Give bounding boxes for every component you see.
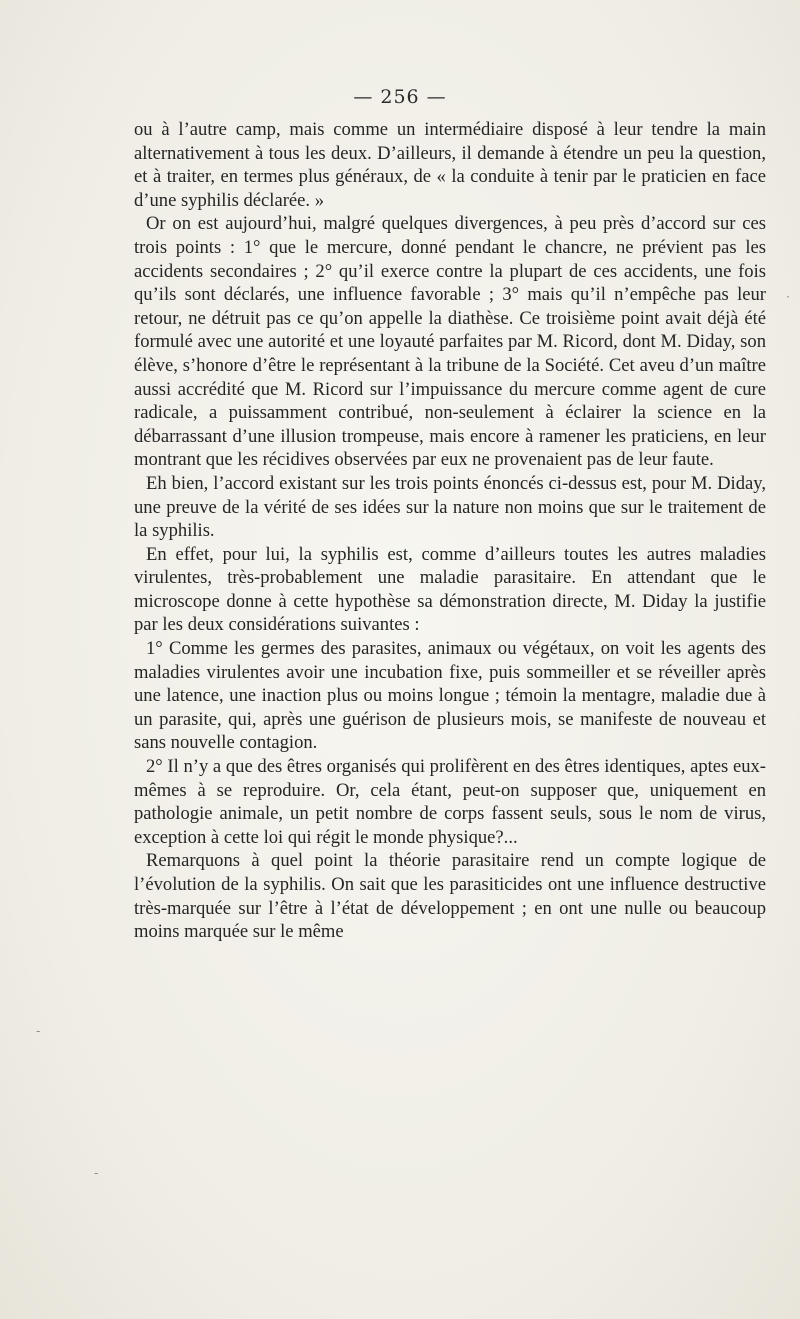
page-number: — 256 — <box>353 86 447 108</box>
paragraph-6: 2° Il n’y a que des êtres organisés qui prolifèrent en des êtres identiques, aptes eux-mêmes à se reproduire. Or, cela étant, peut-on supposer que, uniquement en pathologie animale, un petit nombre de corps fassent seuls, sous le nom de virus, exception à cette loi qui régit le monde physique?... <box>134 756 766 848</box>
scan-speck: - <box>36 1024 41 1038</box>
paragraph-3: Eh bien, l’accord existant sur les trois points énoncés ci-dessus est, pour M. Diday, une preuve de la vérité de ses idées sur la nature non moins que sur le traitement de la syphilis. <box>134 472 766 542</box>
paragraph-2: Or on est aujourd’hui, malgré quelques divergences, à peu près d’accord sur ces trois points : 1° que le mercure, donné pendant le chancre, ne prévient pas les accidents secondaires ; 2° qu’il exerce contre la plupart de ces accidents, une fois qu’ils sont déclarés, une influence favorable ; 3° mais qu’il n’empêche pas leur retour, ne détruit pas ce qu’on appelle la diathèse. Ce troisième point avait déjà été formulé avec une autorité et une loyauté parfaites par M. Ricord, dont M. Diday, son élève, s’honore d’être le représentant à la tribune de la Société. Cet aveu d’un maître aussi accrédité que M. Ricord sur l’impuissance du mercure comme agent de cure radicale, a puissamment contribué, non-seulement à éclairer la science en la débarrassant d’une illusion trompeuse, mais encore à ramener les praticiens, en leur montrant que les récidives observées par eux ne provenaient pas de leur faute. <box>134 213 766 471</box>
paragraph-5: 1° Comme les germes des parasites, animaux ou végétaux, on voit les agents des maladies virulentes avoir une incubation fixe, puis sommeiller et se réveiller après une latence, une inaction plus ou moins longue ; témoin la mentagre, maladie due à un parasite, qui, après une guérison de plusieurs mois, se manifeste de nouveau et sans nouvelle contagion. <box>134 638 766 754</box>
scan-speck: - <box>94 1166 99 1180</box>
paragraph-1: ou à l’autre camp, mais comme un intermédiaire disposé à leur tendre la main alternativement à tous les deux. D’ailleurs, il demande à étendre un peu la question, et à traiter, en termes plus généraux, de « la conduite à tenir par le praticien en face d’une syphilis déclarée. » <box>134 119 766 211</box>
body-text <box>134 118 766 944</box>
paragraph-7: Remarquons à quel point la théorie parasitaire rend un compte logique de l’évolution de la syphilis. On sait que les parasiticides ont une influence destructive très-marquée sur l’être à l’état de développement ; en ont une nulle ou beaucoup moins marquée sur le même <box>134 850 766 943</box>
paragraph-4: En effet, pour lui, la syphilis est, comme d’ailleurs toutes les autres maladies virulentes, très-probablement une maladie parasitaire. En attendant que le microscope donne à cette hypothèse sa démonstration directe, M. Diday la justifie par les deux considérations suivantes : <box>134 543 766 636</box>
scan-speck: · <box>786 290 790 304</box>
